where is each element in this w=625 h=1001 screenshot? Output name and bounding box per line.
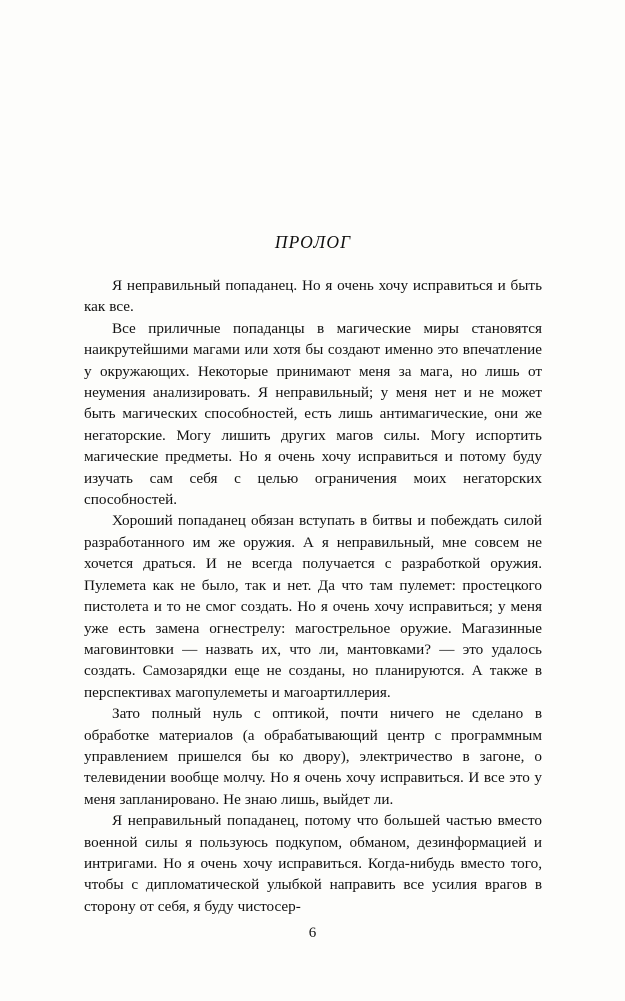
page-number: 6 bbox=[308, 925, 317, 941]
paragraph-1: Я неправильный попаданец. Но я очень хочу исправиться и быть как все. bbox=[84, 277, 542, 316]
paragraph-4: Зато полный нуль с оптикой, почти ничего не сделано в обработке материалов (а обрабатывающий центр с программным управлением пришелся бы ко двору), электричество в загоне, о телевидении вообще молчу. Но я очень хочу исправиться. И все это у меня запланировано. Не знаю лишь, выйдет ли. bbox=[84, 705, 542, 808]
chapter-title: ПРОЛОГ bbox=[274, 232, 352, 252]
paragraph-5: Я неправильный попаданец, потому что большей частью вместо военной силы я пользуюсь подкупом, обманом, дезинформацией и интригами. Но я очень хочу исправиться. Когда-нибудь вместо того, чтобы с дипломатической улыбкой направить все усилия врагов в сторону от себя, я буду чистосер- bbox=[84, 812, 542, 915]
page-text-block bbox=[84, 232, 542, 917]
paragraph-2: Все приличные попаданцы в магические миры становятся наикрутейшими магами или хотя бы создают именно это впечатление у окружающих. Некоторые принимают меня за мага, но лишь от неумения анализировать. Я неправильный; у меня нет и не может быть магических способностей, есть лишь антимагические, они же негаторские. Могу лишить других магов силы. Могу испортить магические предметы. Но я очень хочу исправиться и потому буду изучать сам себя с целью ограничения моих негаторских способностей. bbox=[84, 319, 542, 509]
paragraph-3: Хороший попаданец обязан вступать в битвы и побеждать силой разработанного им же оружия. А я неправильный, мне совсем не хочется драться. И не всегда получается с разработкой оружия. Пулемета как не было, так и нет. Да что там пулемет: простецкого пистолета и то не смог создать. Но я очень хочу исправиться; у меня уже есть замена огнестрелу: магострельное оружие. Магазинные маговинтовки — назвать их, что ли, мантовками? — это удалось создать. Самозарядки еще не созданы, но планируются. А также в перспективах магопулеметы и магоартиллерия. bbox=[84, 512, 542, 701]
